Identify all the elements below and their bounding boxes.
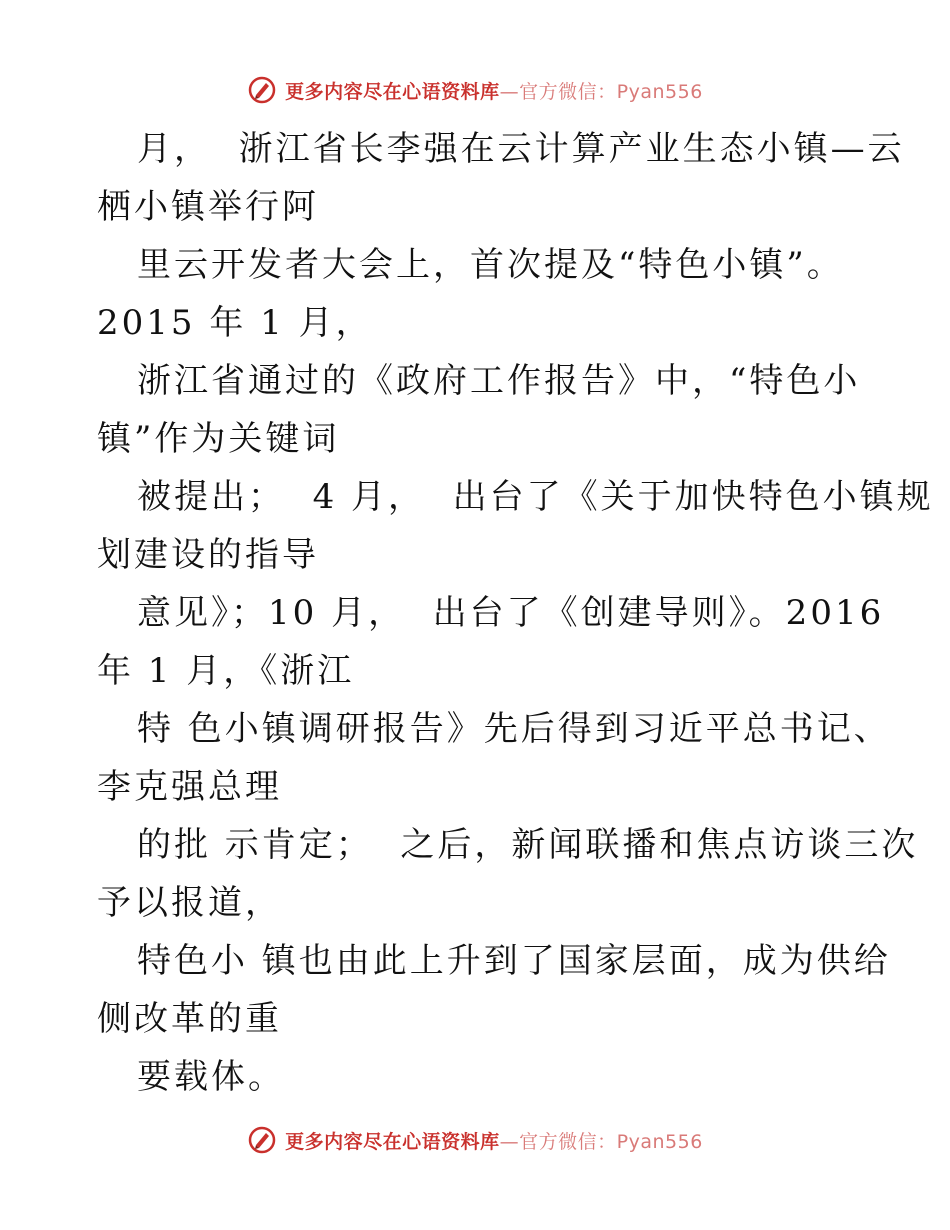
banner-separator: — xyxy=(499,1130,520,1153)
logo-icon xyxy=(247,75,277,105)
header-banner-text xyxy=(285,77,703,104)
text-line: 年 1 月，《浙江 xyxy=(97,651,355,691)
banner-title: 更多内容尽在心语资料库 xyxy=(285,1130,500,1153)
text-line: 意见》；10 月， 出台了《创建导则》。2016 xyxy=(137,593,885,633)
text-line: 予以报道， xyxy=(97,883,282,923)
banner-title: 更多内容尽在心语资料库 xyxy=(285,80,500,103)
footer-banner-text xyxy=(285,1127,703,1154)
banner-contact: 官方微信：Pyan556 xyxy=(519,80,703,103)
banner-contact: 官方微信：Pyan556 xyxy=(519,1130,703,1153)
text-line: 李克强总理 xyxy=(97,767,282,807)
text-line: 2015 年 1 月， xyxy=(97,303,373,343)
text-line: 里云开发者大会上，首次提及“特色小镇”。 xyxy=(137,245,844,285)
footer-banner xyxy=(0,1120,950,1160)
text-line: 镇”作为关键词 xyxy=(97,419,340,459)
text-line: 划建设的指导 xyxy=(97,535,319,575)
text-line: 特色小 镇也由此上升到了国家层面，成为供给 xyxy=(137,941,891,981)
text-line: 被提出； 4 月， 出台了《关于加快特色小镇规 xyxy=(137,477,934,517)
header-banner xyxy=(0,70,950,110)
text-line: 栖小镇举行阿 xyxy=(97,187,319,227)
document-body xyxy=(97,120,934,1106)
banner-separator: — xyxy=(499,80,520,103)
text-line: 要载体。 xyxy=(137,1057,285,1097)
logo-icon xyxy=(247,1125,277,1155)
text-line: 特 色小镇调研报告》先后得到习近平总书记、 xyxy=(137,709,891,749)
text-line: 月， 浙江省长李强在云计算产业生态小镇—云 xyxy=(137,129,905,169)
text-line: 侧改革的重 xyxy=(97,999,282,1039)
text-line: 浙江省通过的《政府工作报告》中，“特色小 xyxy=(137,361,861,401)
text-line: 的批 示肯定； 之后，新闻联播和焦点访谈三次 xyxy=(137,825,919,865)
